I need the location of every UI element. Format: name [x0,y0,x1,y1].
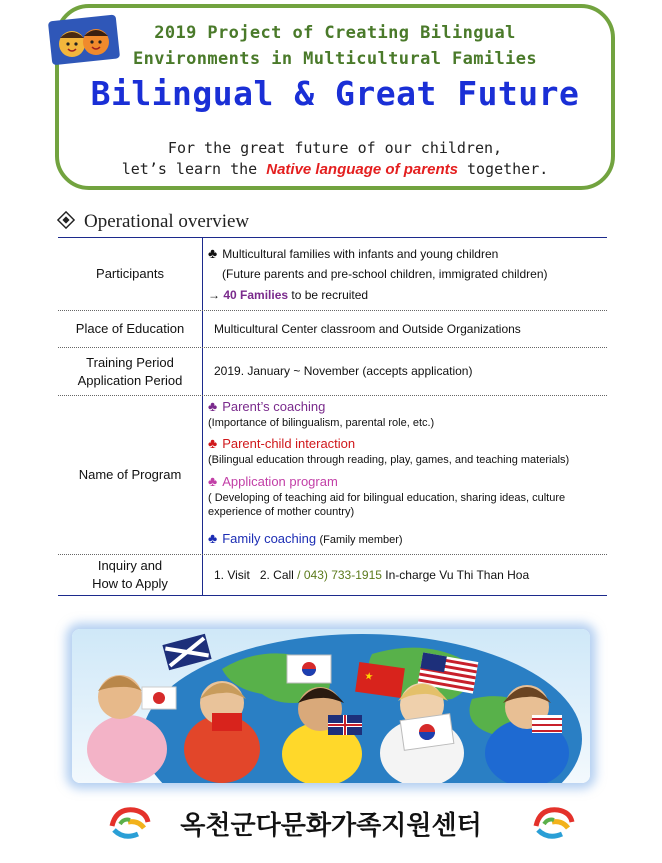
label-inquiry-1: Inquiry and [97,558,163,573]
participants-line-1: Multicultural families with infants and young children [222,247,499,261]
subtitle-suffix: together. [457,160,549,178]
header-banner [55,4,615,190]
table-row-program [58,396,607,555]
table-row-period [58,348,607,396]
subtitle-prefix: let’s learn the [121,160,267,178]
program-title: Parent-child interaction [222,436,356,451]
label-program: Name of Program [78,467,182,482]
footer-center-name: 옥천군다문화가족지원센터 [180,811,482,841]
program-item-3 [208,473,338,489]
center-logo-icon [106,804,152,840]
families-count: 40 Families [223,288,289,302]
value-program [208,396,603,554]
header-subtitle-1: For the great future of our children, [167,139,503,157]
diamond-bullet-icon [56,211,76,229]
label-inquiry [58,555,202,595]
table-row-inquiry [58,555,607,595]
kids-faces-icon [44,14,122,66]
club-icon: ♣ [208,398,218,414]
section-heading-text: Operational overview [84,211,250,232]
contact-person: In-charge Vu Thi Than Hoa [385,568,530,582]
club-icon: ♣ [208,473,218,489]
label-period [58,348,202,395]
header-subtitle-2 [59,160,611,178]
club-icon: ♣ [208,245,218,261]
label-application-period: Application Period [77,372,183,388]
program-item-1 [208,398,325,414]
svg-text:★: ★ [363,670,375,683]
center-logo-icon [530,804,576,840]
program-item-2 [208,435,355,451]
children-flags-photo [72,629,590,783]
club-icon: ♣ [208,530,218,546]
header-line-1: 2019 Project of Creating Bilingual [154,23,516,43]
call-text: 2. Call [259,568,294,582]
overview-table [58,237,607,596]
table-row-place [58,311,607,348]
club-icon: ♣ [208,435,218,451]
slash-text: / [297,568,301,582]
place-value-text: Multicultural Center classroom and Outside Organizations [214,322,521,336]
table-row-participants [58,238,607,311]
program-desc: experience of mother country) [208,506,355,518]
label-place: Place of Education [75,321,185,336]
participants-recruit: to be recruited [288,288,369,302]
period-value-text: 2019. January ~ November (accepts application) [214,364,473,378]
section-heading [56,211,249,235]
program-desc: (Bilingual education through reading, play, games, and teaching materials) [208,454,570,466]
program-title: Parent’s coaching [222,399,326,414]
participants-line-2: (Future parents and pre-school children, immigrated children) [222,267,548,281]
label-participants: Participants [96,266,164,281]
phone-number[interactable]: 043) 733-1915 [303,568,382,582]
label-training-period: Training Period [86,354,174,370]
program-title: Application program [222,474,338,489]
visit-text: 1. Visit [214,568,250,582]
label-inquiry-2: How to Apply [92,576,168,591]
program-title: Family coaching [222,531,317,546]
subtitle-emphasis: Native language of parents [266,161,458,178]
page-title: Bilingual & Great Future [90,74,580,113]
program-item-4 [208,530,403,546]
program-desc: (Family member) [319,534,403,546]
program-desc: ( Developing of teaching aid for bilingual education, sharing ideas, culture [208,492,566,504]
arrow-icon: → [208,288,220,302]
header-line-2: Environments in Multicultural Families [132,49,538,69]
value-participants [208,238,603,310]
program-desc: (Importance of bilingualism, parental role, etc.) [208,417,435,429]
